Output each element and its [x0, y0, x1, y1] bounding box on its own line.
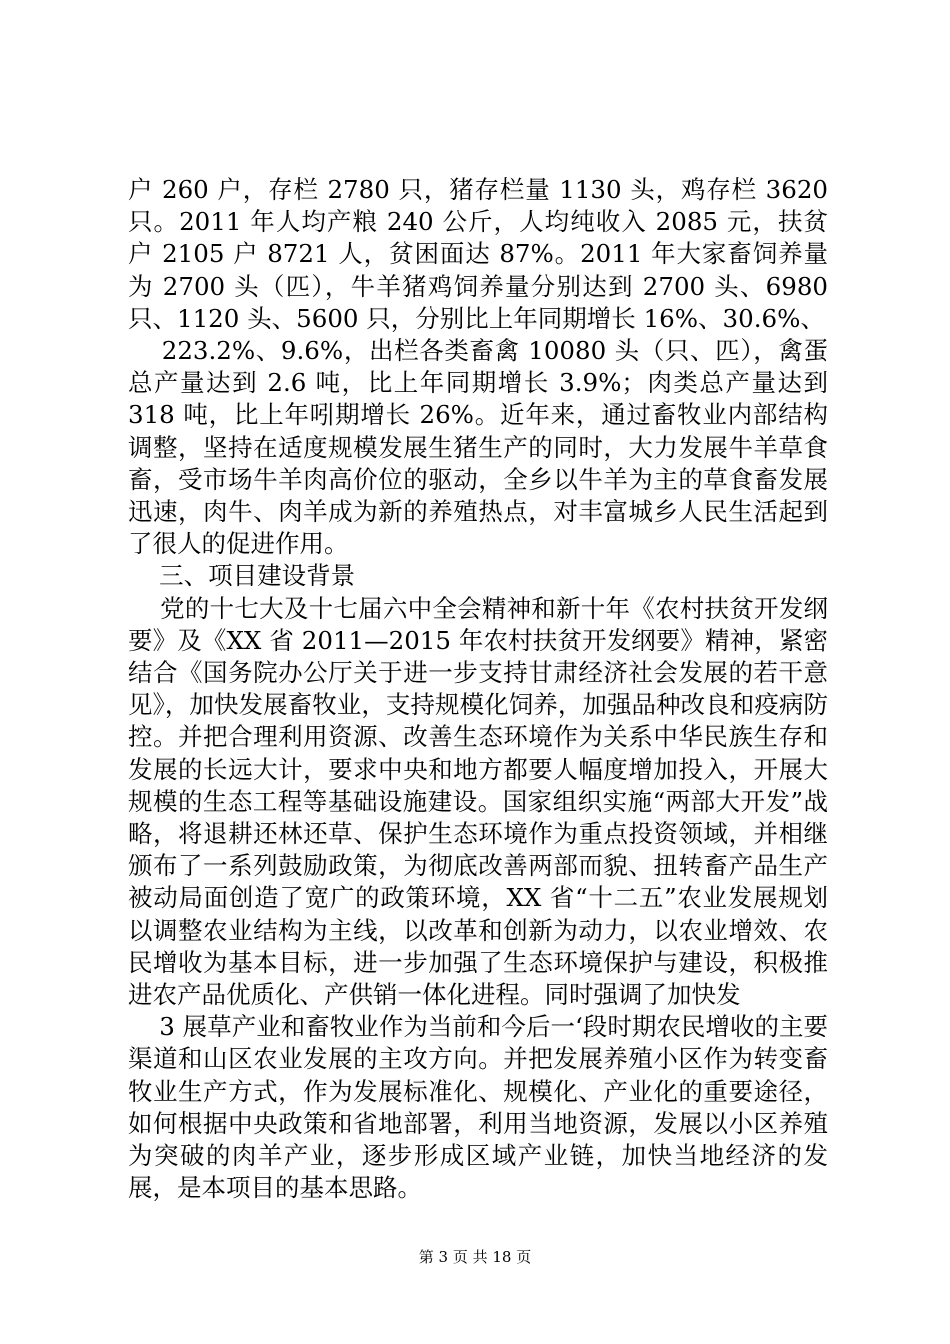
page-number-footer: 第 3 页 共 18 页	[418, 1248, 532, 1266]
section-heading-background: 三、项目建设背景	[128, 561, 356, 591]
paragraph-output-growth: 223.2%、9.6%，出栏各类畜禽 10080 头（只、匹），禽蛋总产量达到 2.6 吨，比上年同期增长 3.9%；肉类总产量达到 318 吨，比上年吲期增长 26%。近年来，通过畜牧业内部结构调整，坚持在适度规模发展生猪生产的同时，大力发展牛羊草食畜，受市场牛羊肉高价位的驱动，全乡以牛羊为主的草食畜发展迅速，肉牛、肉羊成为新的养殖热点，对丰富城乡人民生活起到了很人的促进作用。	[128, 336, 836, 559]
paragraph-livestock-stats: 户 260 户，存栏 2780 只，猪存栏量 1130 头，鸡存栏 3620 只。2011 年人均产粮 240 公斤，人均纯收入 2085 元，扶贫户 2105 户 8721 人，贫困面达 87%。2011 年大家畜饲养量为 2700 头（匹），牛羊猪鸡饲养量分别达到 2700 头、6980 只、1120 头、5600 只，分别比上年同期增长 16%、30.6%、	[128, 175, 836, 333]
paragraph-policy-background: 党的十七大及十七届六中全会精神和新十年《农村扶贫开发纲要》及《XX 省 2011—2015 年农村扶贫开发纲要》精神，紧密结合《国务院办公厅关于进一步支持甘肃经济社会发展的若干意见》，加快发展畜牧业，支持规模化饲养，加强品种改良和疫病防控。并把合理利用资源、改善生态环境作为关系中华民族生存和发展的长远大计，要求中央和地方都要人幅度增加投入，开展大规模的生态工程等基础设施建设。国家组织实施“两部大开发”战略，将退耕还林还草、保护生态环境作为重点投资领域，并相继颁布了一系列鼓励政策，为彻底改善两部而貌、扭转畜产品生产被动局面创造了宽广的政策环境，XX 省“十二五”农业发展规划以调整农业结构为主线，以改革和创新为动力，以农业增效、农民增收为基本目标，进一步加强了生态环境保护与建设，积极推进农产品优质化、产供销一体化进程。同时强调了加快发	[128, 593, 829, 1010]
document-body	[128, 174, 836, 1205]
paragraph-project-approach: 3 展草产业和畜牧业作为当前和今后一‘段时期农民增收的主要渠道和山区农业发展的主攻方向。并把发展养殖小区作为转变畜牧业生产方式，作为发展标准化、规模化、产业化的重要途径，如何根据中央政策和省地部署，利用当地资源，发展以小区养殖为突破的肉羊产业，逐步形成区域产业链，加快当地经济的发展，是本项目的基本思路。	[128, 1012, 828, 1203]
